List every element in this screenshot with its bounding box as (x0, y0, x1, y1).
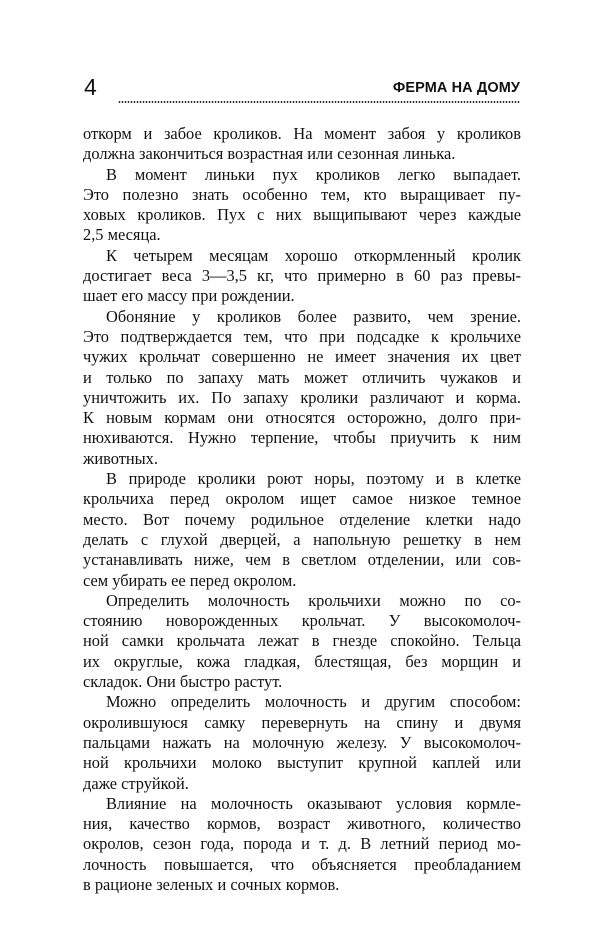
text-line: в рационе зеленых и сочных кормов. (83, 874, 340, 894)
paragraph (83, 246, 521, 307)
text-line: сем убирать ее перед окролом. (83, 570, 297, 590)
text-line: Определить молочность крольчихи можно по со- (106, 590, 521, 610)
text-line: окролившуюся самку перевернуть на спину и двумя (83, 712, 521, 732)
text-line: и только по запаху мать может отличить чужаков и (83, 367, 521, 387)
text-line: делать с глухой дверцей, а напольную решетку в нем (83, 529, 521, 549)
text-line: ной самки крольчата лежат в гнезде спокойно. Тельца (83, 631, 521, 651)
text-line: В природе кролики роют норы, поэтому и в клетке (106, 469, 521, 489)
text-line: Это полезно знать особенно тем, кто выращивает пу- (83, 184, 521, 204)
text-line: ния, качество кормов, возраст животного, количество (83, 814, 521, 834)
text-line: Влияние на молочность оказывают условия кормле- (106, 793, 521, 813)
text-line: ной крольчихи молоко выступит крупной каплей или (83, 753, 521, 773)
text-line: чужих крольчат совершенно не имеет значения их цвет (83, 347, 521, 367)
text-line: уничтожить их. По запаху кролики различают и корма. (83, 387, 521, 407)
paragraph (83, 692, 521, 793)
text-line: Можно определить молочность и другим способом: (106, 692, 521, 712)
text-line: складок. Они быстро растут. (83, 672, 283, 692)
text-line: 2,5 месяца. (83, 225, 161, 245)
text-line: Обоняние у кроликов более развито, чем зрение. (106, 306, 521, 326)
text-line: окролов, сезон года, порода и т. д. В летний период мо- (83, 834, 521, 854)
text-line: место. Вот почему родильное отделение клетки надо (83, 509, 521, 529)
text-line: В момент линьки пух кроликов легко выпадает. (106, 164, 521, 184)
text-line: нюхиваются. Нужно терпение, чтобы приучить к ним (83, 428, 521, 448)
text-line: животных. (83, 448, 158, 468)
text-line: К новым кормам они относятся осторожно, долго при- (83, 408, 521, 428)
text-line: Это подтверждается тем, что при подсадке к крольчихе (83, 326, 521, 346)
text-line: ховых кроликов. Пух с них выщипывают через каждые (83, 205, 521, 225)
running-title: ФЕРМА НА ДОМУ (392, 80, 520, 96)
text-line: К четырем месяцам хорошо откормленный кролик (106, 245, 521, 265)
text-line: откорм и забое кроликов. На момент забоя у кроликов (83, 124, 521, 143)
paragraph (83, 469, 521, 591)
text-line: лочность повышается, что объясняется преобладанием (83, 854, 521, 874)
text-line: должна закончиться возрастная или сезонная линька. (83, 144, 456, 164)
text-line: устанавливать ниже, чем в светлом отделении, или сов- (83, 550, 521, 570)
paragraph (83, 165, 521, 246)
text-line: стоянию новорожденных крольчат. У высокомолоч- (83, 611, 521, 631)
page-header (84, 74, 520, 110)
text-line: шает его массу при рождении. (83, 286, 295, 306)
paragraph (83, 124, 521, 165)
header-dotted-rule (118, 101, 520, 103)
text-line: пальцами нажать на молочную железу. У высокомолоч- (83, 732, 521, 752)
text-line: даже струйкой. (83, 773, 189, 793)
body-text (83, 124, 521, 895)
paragraph (83, 307, 521, 469)
paragraph (83, 794, 521, 895)
text-line: их округлые, кожа гладкая, блестящая, без морщин и (83, 651, 521, 671)
page-number: 4 (84, 74, 97, 100)
text-line: достигает веса 3—3,5 кг, что примерно в 60 раз превы- (83, 266, 521, 286)
paragraph (83, 591, 521, 692)
text-line: крольчиха перед окролом ищет самое низкое темное (83, 489, 521, 509)
